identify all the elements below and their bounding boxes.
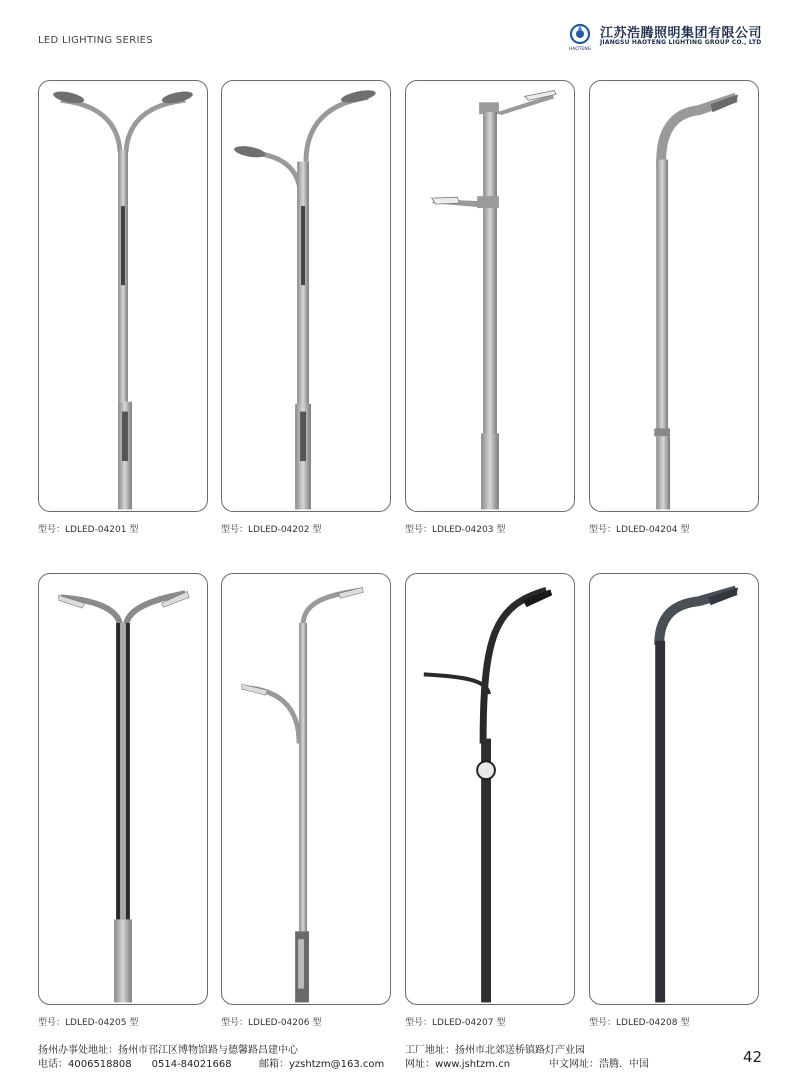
company-logo-icon [565,22,595,52]
company-name-en: JIANGSU HAOTENG LIGHTING GROUP CO., LTD [600,39,762,46]
cn-website-link[interactable]: 中文网址：浩腾．中国 [549,1059,649,1070]
series-title: LED LIGHTING SERIES [38,35,153,46]
product-caption-04202: 型号：LDLED-04202 型 [221,525,322,535]
logo-text: HAOTENG [568,47,592,52]
lamp-image-04207 [406,574,574,1004]
phone-numbers: 电话：4006518808 0514-84021668 [38,1059,232,1070]
lamp-image-04205 [39,574,207,1004]
lamp-image-04206 [222,574,390,1004]
product-card-04205[interactable] [38,573,208,1005]
product-card-04203[interactable] [405,80,575,512]
product-caption-04208: 型号：LDLED-04208 型 [589,1018,690,1028]
company-name-cn: 江苏浩腾照明集团有限公司 [600,26,763,41]
product-caption-04204: 型号：LDLED-04204 型 [589,525,690,535]
product-caption-04205: 型号：LDLED-04205 型 [38,1018,139,1028]
factory-address: 工厂地址：扬州市北郊送桥镇路灯产业园 [405,1045,585,1056]
product-caption-04207: 型号：LDLED-04207 型 [405,1018,506,1028]
product-card-04208[interactable] [589,573,759,1005]
product-card-04204[interactable] [589,80,759,512]
lamp-image-04201 [39,81,207,511]
product-card-04201[interactable] [38,80,208,512]
office-address: 扬州办事处地址：扬州市邗江区博物馆路与德馨路昌建中心 [38,1045,298,1056]
website-link[interactable]: 网址：www.jshtzm.cn [405,1059,511,1070]
product-card-04202[interactable] [221,80,391,512]
product-card-04206[interactable] [221,573,391,1005]
product-card-04207[interactable] [405,573,575,1005]
lamp-image-04204 [590,81,758,511]
email-address: 邮箱：yzshtzm@163.com [259,1059,385,1070]
page-number: 42 [743,1048,763,1066]
lamp-image-04208 [590,574,758,1004]
product-caption-04206: 型号：LDLED-04206 型 [221,1018,322,1028]
lamp-image-04203 [406,81,574,511]
lamp-image-04202 [222,81,390,511]
product-caption-04203: 型号：LDLED-04203 型 [405,525,506,535]
product-caption-04201: 型号：LDLED-04201 型 [38,525,139,535]
